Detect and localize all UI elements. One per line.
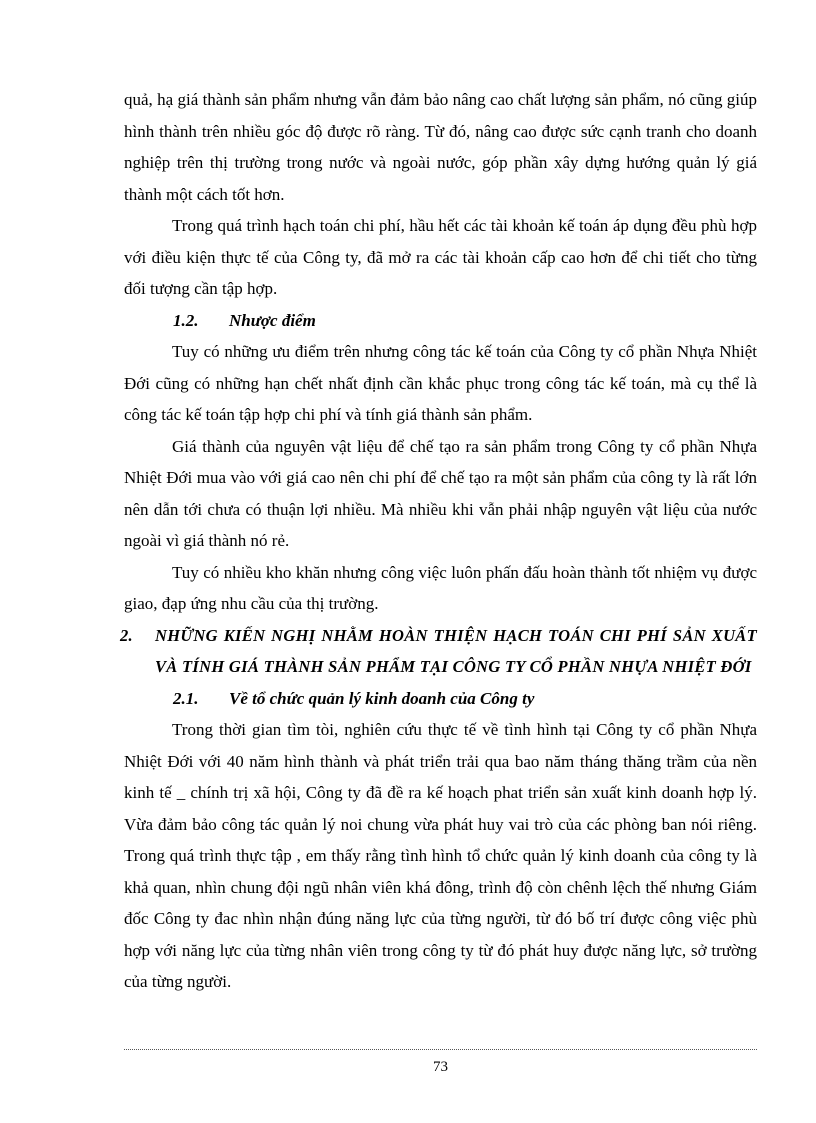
section-title: Về tổ chức quản lý kinh doanh của Công ty [229,688,535,708]
paragraph-difficulties: Tuy có nhiều kho khăn nhưng công việc luôn phấn đấu hoàn thành tốt nhiệm vụ được giao, đạp ứng nhu cầu của thị trường. [124,562,757,613]
paragraph-accounts: Trong quá trình hạch toán chi phí, hầu hết các tài khoản kế toán áp dụng đều phù hợp với điều kiện thực tế của Công ty, đã mở ra các tài khoản cấp cao hơn để chi tiết cho từng đối tượng cần tập hợp. [124,216,757,298]
section-number: 1.2. [173,310,199,330]
section-heading-2-1 [173,683,757,715]
paragraph-continuation: quả, hạ giá thành sản phẩm nhưng vẫn đảm bảo nâng cao chất lượng sản phẩm, nó cũng giúp hình thành trên nhiều góc độ được rõ ràng. Từ đó, nâng cao được sức cạnh tranh cho doanh nghiệp trên thị trường trong nước và ngoài nước, góp phần xây dựng hướng quản lý giá thành một cách tốt hơn. [124,90,757,204]
footer-divider [124,1049,757,1050]
section-title: NHỮNG KIẾN NGHỊ NHẰM HOÀN THIỆN HẠCH TOÁN CHI PHÍ SẢN XUẤT VÀ TÍNH GIÁ THÀNH SẢN PHẨM TẠI CÔNG TY CỔ PHẦN NHỰA NHIỆT ĐỚI [155,625,757,676]
section-title: Nhược điểm [229,310,316,330]
section-heading-1-2 [173,305,757,337]
paragraph-management: Trong thời gian tìm tòi, nghiên cứu thực tế về tình hình tại Công ty cổ phần Nhựa Nhiệt Đới với 40 năm hình thành và phát triển trải qua bao năm tháng thăng trầm của nền kinh tế _ chính trị xã hội, Công ty đã đề ra kế hoạch phat triển sản xuất kinh doanh hợp lý. Vừa đảm bảo công tác quản lý noi chung vừa phát huy vai trò của các phòng ban nói riêng. Trong quá trình thực tập , em thấy rằng tình hình tổ chức quản lý kinh doanh của công ty là khả quan, nhìn chung đội ngũ nhân viên khá đông, trình độ còn chênh lệch thế nhưng Giám đốc Công ty đac nhìn nhận đúng năng lực của từng người, từ đó bố trí được công việc phù hợp với năng lực của từng nhân viên trong công ty từ đó phát huy được năng lực, sở trường của từng người. [124,720,757,991]
section-number: 2.1. [173,688,199,708]
section-number: 2. [120,625,133,645]
paragraph-material-cost: Giá thành của nguyên vật liệu để chế tạo ra sản phẩm trong Công ty cổ phần Nhựa Nhiệt Đới mua vào với giá cao nên chi phí để chế tạo ra một sản phẩm của công ty là rất lớn nên dẫn tới chưa có thuận lợi nhiều. Mà nhiều khi vẫn phải nhập nguyên vật liệu của nước ngoài vì giá thành nó rẻ. [124,436,757,550]
document-page [120,84,757,998]
paragraph-limitations: Tuy có những ưu điểm trên nhưng công tác kế toán của Công ty cổ phần Nhựa Nhiệt Đới cũng có những hạn chết nhất định cần khắc phục trong công tác kế toán, mà cụ thể là công tác kế toán tập hợp chi phí và tính giá thành sản phẩm. [124,342,757,424]
page-number: 73 [433,1059,448,1075]
section-heading-2 [120,620,757,683]
